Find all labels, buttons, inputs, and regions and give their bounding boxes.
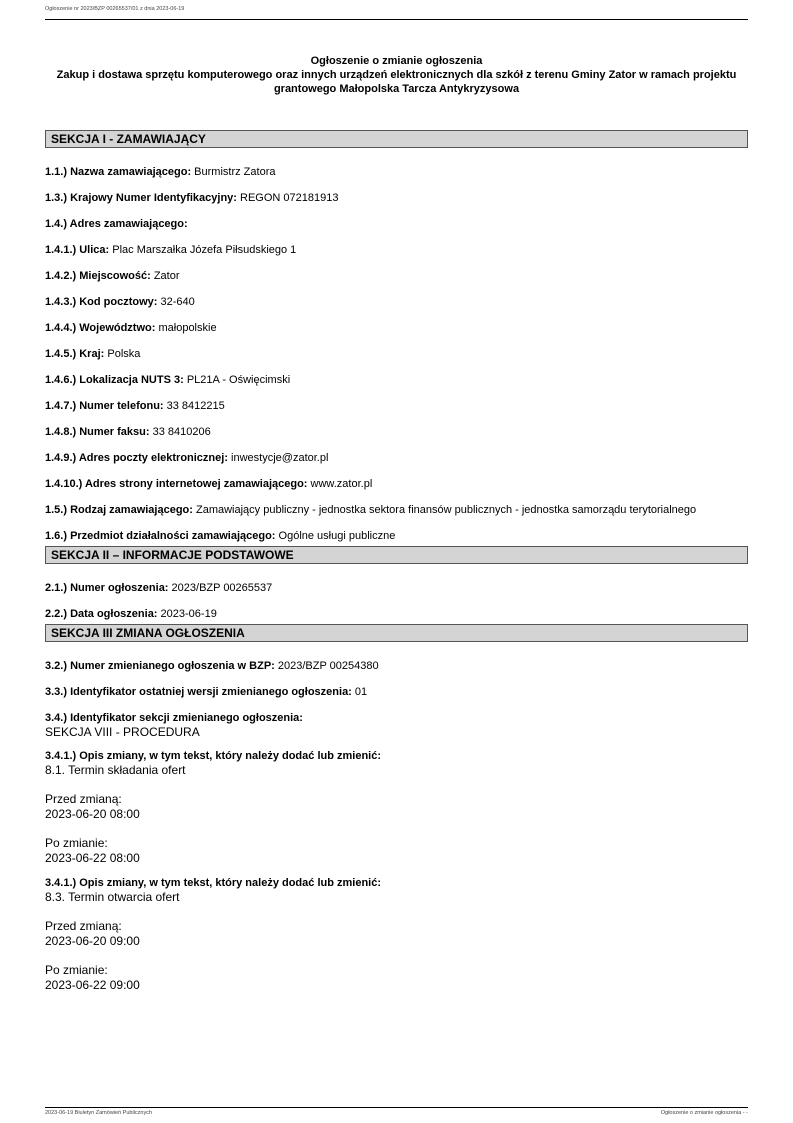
field-1-4-6: [45, 373, 748, 387]
field-label: 3.4.) Identyfikator sekcji zmienianego ogłoszenia:: [45, 712, 303, 724]
change-1-before-label: Przed zmianą:: [45, 792, 122, 806]
footer-right: Ogłoszenie o zmianie ogłoszenia - -: [660, 1110, 748, 1116]
field-value: 32-640: [157, 296, 195, 308]
field-label: 1.4.7.) Numer telefonu:: [45, 400, 164, 412]
footer-left: 2023-06-19 Biuletyn Zamówień Publicznych: [45, 1110, 153, 1116]
field-label: 1.4.4.) Województwo:: [45, 322, 156, 334]
field-value: Plac Marszałka Józefa Piłsudskiego 1: [109, 244, 297, 256]
field-1-4-9: [45, 451, 748, 465]
header-text: Ogłoszenie nr 2023/BZP 00265537/01 z dnia 2023-06-19: [45, 6, 185, 12]
field-value: REGON 072181913: [236, 192, 339, 204]
field-value: Ogólne usługi publiczne: [275, 530, 396, 542]
change-2-label: [45, 876, 748, 890]
document-content: [45, 130, 748, 993]
field-value: 2023/BZP 00265537: [168, 582, 273, 594]
title-line-1: Ogłoszenie o zmianie ogłoszenia: [310, 55, 483, 67]
field-label: 1.4.6.) Lokalizacja NUTS 3:: [45, 374, 184, 386]
field-1-4-1: [45, 243, 748, 257]
field-label: 3.4.1.) Opis zmiany, w tym tekst, który należy dodać lub zmienić:: [45, 750, 382, 762]
page-footer: [45, 1107, 748, 1116]
field-1-4-10: [45, 477, 748, 491]
change-1-after-value: 2023-06-22 08:00: [45, 851, 140, 865]
field-value: www.zator.pl: [307, 478, 373, 490]
field-label: 1.4.8.) Numer faksu:: [45, 426, 150, 438]
field-1-4-5: [45, 347, 748, 361]
field-3-4-value: SEKCJA VIII - PROCEDURA: [45, 725, 200, 739]
field-1-4-7: [45, 399, 748, 413]
field-value: małopolskie: [155, 322, 217, 334]
field-label: 3.2.) Numer zmienianego ogłoszenia w BZP:: [45, 660, 275, 672]
field-1-6: [45, 529, 748, 543]
field-3-2: [45, 659, 748, 673]
field-label: 1.4.) Adres zamawiającego:: [45, 218, 188, 230]
title-line-2: Zakup i dostawa sprzętu komputerowego oraz innych urządzeń elektronicznych dla szkół z terenu Gminy Zator w ramach projektu grantowego Małopolska Tarcza Antykryzysowa: [56, 69, 737, 95]
field-label: 1.6.) Przedmiot działalności zamawiającego:: [45, 530, 276, 542]
document-title: [45, 54, 748, 96]
change-1-item: 8.1. Termin składania ofert: [45, 763, 186, 777]
field-1-1: [45, 165, 748, 179]
change-1-before-value: 2023-06-20 08:00: [45, 807, 140, 821]
field-3-3: [45, 685, 748, 699]
field-label: 3.3.) Identyfikator ostatniej wersji zmienianego ogłoszenia:: [45, 686, 352, 698]
field-label: 2.2.) Data ogłoszenia:: [45, 608, 158, 620]
field-label: 1.5.) Rodzaj zamawiającego:: [45, 504, 193, 516]
field-label: 1.4.9.) Adres poczty elektronicznej:: [45, 452, 228, 464]
field-value: PL21A - Oświęcimski: [183, 374, 291, 386]
section-3-heading: SEKCJA III ZMIANA OGŁOSZENIA: [45, 624, 748, 642]
field-1-4-3: [45, 295, 748, 309]
change-1-after-label: Po zmianie:: [45, 836, 108, 850]
field-label: 1.4.3.) Kod pocztowy:: [45, 296, 158, 308]
field-1-4-8: [45, 425, 748, 439]
field-label: 1.1.) Nazwa zamawiającego:: [45, 166, 192, 178]
field-label: 1.4.10.) Adres strony internetowej zamawiającego:: [45, 478, 308, 490]
field-value: 33 8410206: [149, 426, 211, 438]
field-label: 1.4.5.) Kraj:: [45, 348, 105, 360]
section-2-heading: SEKCJA II – INFORMACJE PODSTAWOWE: [45, 546, 748, 564]
field-value: Burmistrz Zatora: [191, 166, 276, 178]
field-value: Polska: [104, 348, 141, 360]
change-2-after-value: 2023-06-22 09:00: [45, 978, 140, 992]
change-2-before-value: 2023-06-20 09:00: [45, 934, 140, 948]
field-label: 3.4.1.) Opis zmiany, w tym tekst, który należy dodać lub zmienić:: [45, 877, 382, 889]
change-1-label: [45, 749, 748, 763]
field-1-4-4: [45, 321, 748, 335]
field-2-2: [45, 607, 748, 621]
field-value: inwestycje@zator.pl: [227, 452, 329, 464]
field-value: Zator: [150, 270, 180, 282]
field-label: 2.1.) Numer ogłoszenia:: [45, 582, 169, 594]
field-label: 1.4.1.) Ulica:: [45, 244, 110, 256]
field-value: Zamawiający publiczny - jednostka sektora finansów publicznych - jednostka samorządu terytorialnego: [192, 504, 697, 516]
field-3-4: [45, 711, 748, 725]
field-1-4: [45, 217, 748, 231]
field-value: 33 8412215: [163, 400, 225, 412]
field-label: 1.4.2.) Miejscowość:: [45, 270, 151, 282]
field-value: 2023-06-19: [157, 608, 217, 620]
section-1-heading: SEKCJA I - ZAMAWIAJĄCY: [45, 130, 748, 148]
page-header: [45, 6, 748, 20]
field-1-3: [45, 191, 748, 205]
field-2-1: [45, 581, 748, 595]
change-2-before-label: Przed zmianą:: [45, 919, 122, 933]
field-label: 1.3.) Krajowy Numer Identyfikacyjny:: [45, 192, 237, 204]
field-1-4-2: [45, 269, 748, 283]
field-value: 01: [351, 686, 368, 698]
field-1-5: [45, 503, 748, 517]
change-2-item: 8.3. Termin otwarcia ofert: [45, 890, 180, 904]
field-value: 2023/BZP 00254380: [274, 660, 379, 672]
change-2-after-label: Po zmianie:: [45, 963, 108, 977]
